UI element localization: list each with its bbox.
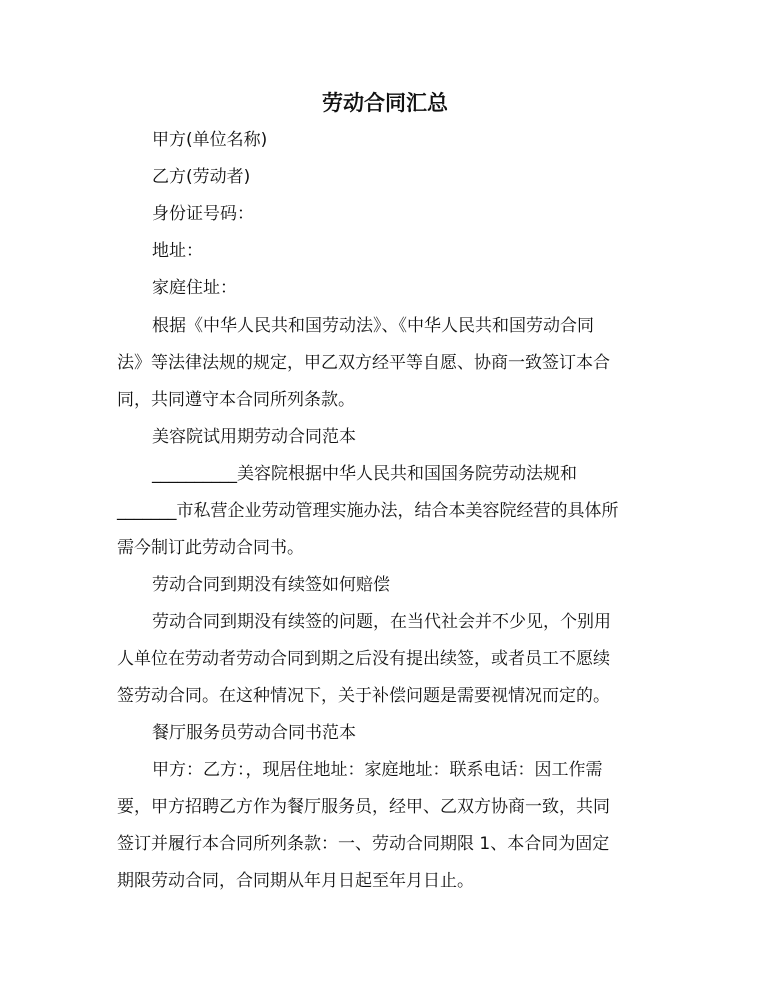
paragraph-line: 要，甲方招聘乙方作为餐厅服务员，经甲、乙双方协商一致，共同 (117, 797, 610, 817)
document-title: 劳动合同汇总 (322, 91, 448, 115)
paragraph-line: 甲方：乙方：，现居住地址：家庭地址：联系电话：因工作需 (152, 760, 603, 780)
paragraph-line: 签订并履行本合同所列条款：一、劳动合同期限 1、本合同为固定 (117, 834, 610, 854)
paragraph-line: 期限劳动合同，合同期从年月日起至年月日止。 (117, 871, 474, 891)
paragraph-line: 劳动合同到期没有续签的问题，在当代社会并不少见，个别用 (152, 612, 611, 632)
paragraph-line: 人单位在劳动者劳动合同到期之后没有提出续签，或者员工不愿续 (117, 649, 610, 669)
section-heading: 餐厅服务员劳动合同书范本 (152, 723, 356, 743)
address-line: 地址： (152, 241, 203, 261)
paragraph-line: 签劳动合同。在这种情况下，关于补偿问题是需要视情况而定的。 (117, 686, 610, 706)
paragraph-line: 根据《中华人民共和国劳动法》、《中华人民共和国劳动合同 (152, 316, 594, 336)
party-b-line: 乙方(劳动者) (152, 167, 251, 187)
id-number-line: 身份证号码： (152, 204, 254, 224)
paragraph-line: __________美容院根据中华人民共和国国务院劳动法规和 (152, 464, 577, 484)
paragraph-line: 同，共同遵守本合同所列条款。 (117, 390, 355, 410)
home-address-line: 家庭住址： (152, 278, 237, 298)
paragraph-line: _______市私营企业劳动管理实施办法，结合本美容院经营的具体所 (117, 501, 619, 521)
party-a-line: 甲方(单位名称) (152, 130, 268, 150)
paragraph-line: 需今制订此劳动合同书。 (117, 538, 304, 558)
section-heading: 美容院试用期劳动合同范本 (152, 427, 356, 447)
section-heading: 劳动合同到期没有续签如何赔偿 (152, 575, 390, 595)
paragraph-line: 法》等法律法规的规定，甲乙双方经平等自愿、协商一致签订本合 (117, 353, 610, 373)
